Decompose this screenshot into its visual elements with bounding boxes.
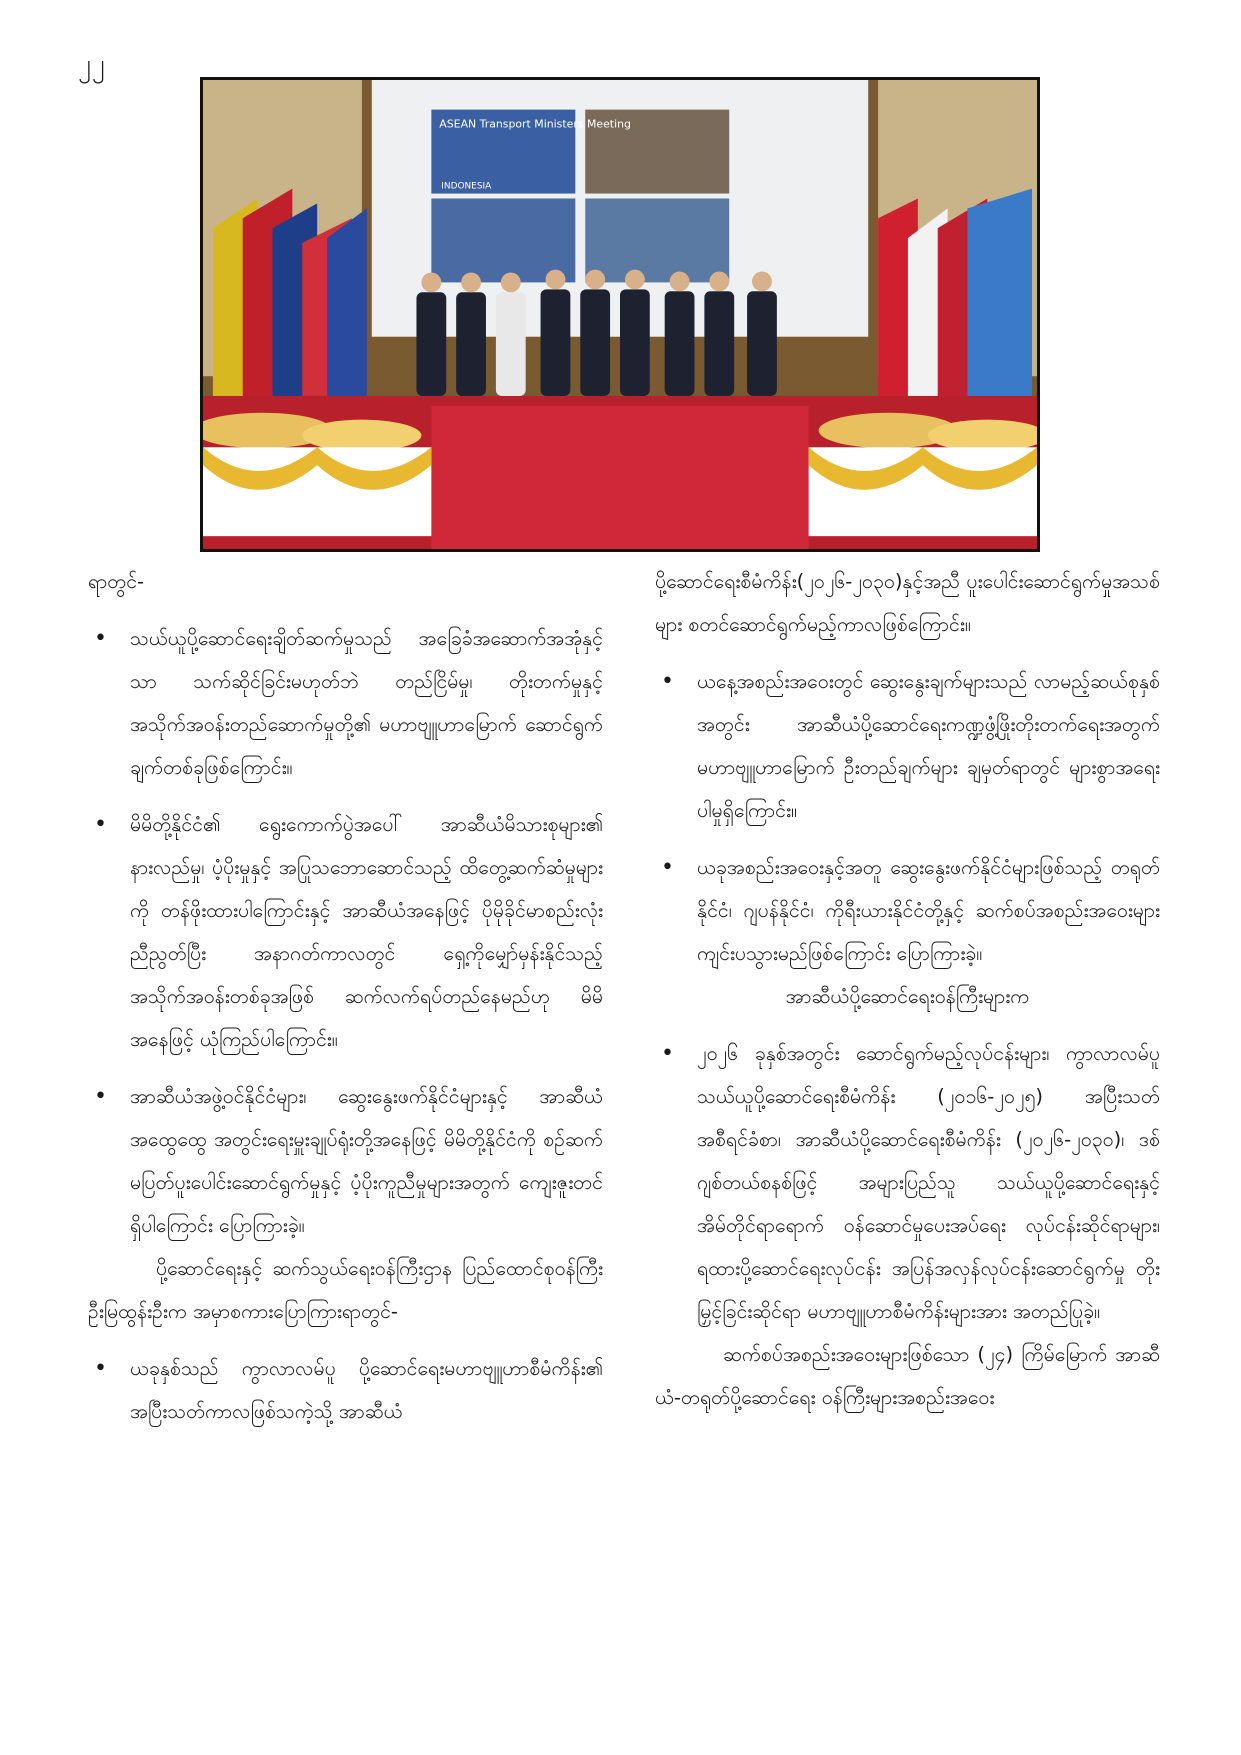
left-column xyxy=(88,560,603,1433)
left-bullet-list-a xyxy=(88,617,603,1247)
right-column xyxy=(655,560,1160,1419)
left-intro: ရာတွင်- xyxy=(88,570,145,593)
screen-label: INDONESIA xyxy=(441,181,492,192)
screen-banner: ASEAN Transport Ministers Meeting xyxy=(439,117,631,131)
page-number: ၂၂ xyxy=(78,49,106,79)
right-continuation: ပို့ဆောင်ရေးစီမံကိန်း(၂၀၂၆-၂၀၃၀)နှင့်အညီ ပူးပေါင်းဆောင်ရွက်မှုအသစ်များ စတင်ဆောင်ရွက်မည့်ကာလဖြစ်ကြောင်း။ xyxy=(655,570,1160,636)
right-heading: အာဆီယံပို့ဆောင်ရေးဝန်ကြီးများက xyxy=(785,985,1030,1008)
list-item: • ယနေ့အစည်းအဝေးတွင် ဆွေးနွေးချက်များသည် လာမည့်ဆယ်စုနှစ်အတွင်း အာဆီယံပို့ဆောင်ရေးကဏ္ဍဖွံ့ဖြိုးတိုးတက်ရေးအတွက် မဟာဗျူဟာမြောက် ဦးတည်ချက်များ ချမှတ်ရာတွင် များစွာအရေးပါမှုရှိကြောင်း။ xyxy=(655,660,1160,832)
right-closing: ဆက်စပ်အစည်းအဝေးများဖြစ်သော (၂၄) ကြိမ်မြောက် အာဆီယံ-တရုတ်ပို့ဆောင်ရေး ဝန်ကြီးများအစည်းအဝေး xyxy=(655,1343,1160,1409)
list-item: • အာဆီယံအဖွဲ့ဝင်နိုင်ငံများ၊ ဆွေးနွေးဖက်နိုင်ငံများနှင့် အာဆီယံအထွေထွေ အတွင်းရေးမှူးချုပ်ရုံးတို့အနေဖြင့် မိမိတို့နိုင်ငံကို စဉ်ဆက်မပြတ်ပူးပေါင်းဆောင်ရွက်မှုနှင့် ပံ့ပိုးကူညီမှုများအတွက် ကျေးဇူးတင်ရှိပါကြောင်း ပြောကြားခဲ့။ xyxy=(88,1075,603,1247)
meeting-photo-illustration xyxy=(203,80,1037,549)
list-item: • သယ်ယူပို့ဆောင်ရေးချိတ်ဆက်မှုသည် အခြေခံအဆောက်အအုံနှင့်သာ သက်ဆိုင်ခြင်းမဟုတ်ဘဲ တည်ငြိမ်မှု၊ တိုးတက်မှုနှင့် အသိုက်အဝန်းတည်ဆောက်မှုတို့၏ မဟာဗျူဟာမြောက် ဆောင်ရွက်ချက်တစ်ခုဖြစ်ကြောင်း။ xyxy=(88,617,603,789)
left-paragraph: ပို့ဆောင်ရေးနှင့် ဆက်သွယ်ရေးဝန်ကြီးဌာန ပြည်ထောင်စုဝန်ကြီး ဦးမြထွန်းဦးက အမှာစကားပြောကြားရာတွင်- xyxy=(88,1257,603,1323)
list-item: • မိမိတို့နိုင်ငံ၏ ရွေးကောက်ပွဲအပေါ် အာဆီယံမိသားစုများ၏ နားလည်မှု၊ ပံ့ပိုးမှုနှင့် အပြုသဘောဆောင်သည့် ထိတွေ့ဆက်ဆံမှုများကို တန်ဖိုးထားပါကြောင်းနှင့် အာဆီယံအနေဖြင့် ပိုမိုခိုင်မာစည်းလုံးညီညွတ်ပြီး အနာဂတ်ကာလတွင် ရှေ့ကိုမျှော်မှန်းနိုင်သည့် အသိုက်အဝန်းတစ်ခုအဖြစ် ဆက်လက်ရပ်တည်နေမည်ဟု မိမိအနေဖြင့် ယုံကြည်ပါကြောင်း။ xyxy=(88,803,603,1061)
list-item: • ယခုအစည်းအဝေးနှင့်အတူ ဆွေးနွေးဖက်နိုင်ငံများဖြစ်သည့် တရုတ်နိုင်ငံ၊ ဂျပန်နိုင်ငံ၊ ကိုရီးယားနိုင်ငံတို့နှင့် ဆက်စပ်အစည်းအဝေးများ ကျင်းပသွားမည်ဖြစ်ကြောင်း ပြောကြားခဲ့။ xyxy=(655,846,1160,975)
list-item: • ၂၀၂၆ ခုနှစ်အတွင်း ဆောင်ရွက်မည့်လုပ်ငန်းများ၊ ကွာလာလမ်ပူ သယ်ယူပို့ဆောင်ရေးစီမံကိန်း (၂၀၁၆-၂၀၂၅) အပြီးသတ်အစီရင်ခံစာ၊ အာဆီယံပို့ဆောင်ရေးစီမံကိန်း (၂၀၂၆-၂၀၃၀)၊ ဒစ်ဂျစ်တယ်စနစ်ဖြင့် အများပြည်သူ သယ်ယူပို့ဆောင်ရေးနှင့် အိမ်တိုင်ရာရောက် ဝန်ဆောင်မှုပေးအပ်ရေး လုပ်ငန်းဆိုင်ရာများ၊ ရထားပို့ဆောင်ရေးလုပ်ငန်း အပြန်အလှန်လုပ်ငန်းဆောင်ရွက်မှု တိုးမြှင့်ခြင်းဆိုင်ရာ မဟာဗျူဟာစီမံကိန်းများအား အတည်ပြုခဲ့။ xyxy=(655,1032,1160,1333)
list-item: • ယခုနှစ်သည် ကွာလာလမ်ပူ ပို့ဆောင်ရေးမဟာဗျူဟာစီမံကိန်း၏ အပြီးသတ်ကာလဖြစ်သကဲ့သို့ အာဆီယံ xyxy=(88,1347,603,1433)
right-bullet-list-a xyxy=(655,660,1160,975)
right-bullet-list-b xyxy=(655,1032,1160,1333)
left-bullet-list-b xyxy=(88,1347,603,1433)
meeting-photo xyxy=(200,77,1040,552)
